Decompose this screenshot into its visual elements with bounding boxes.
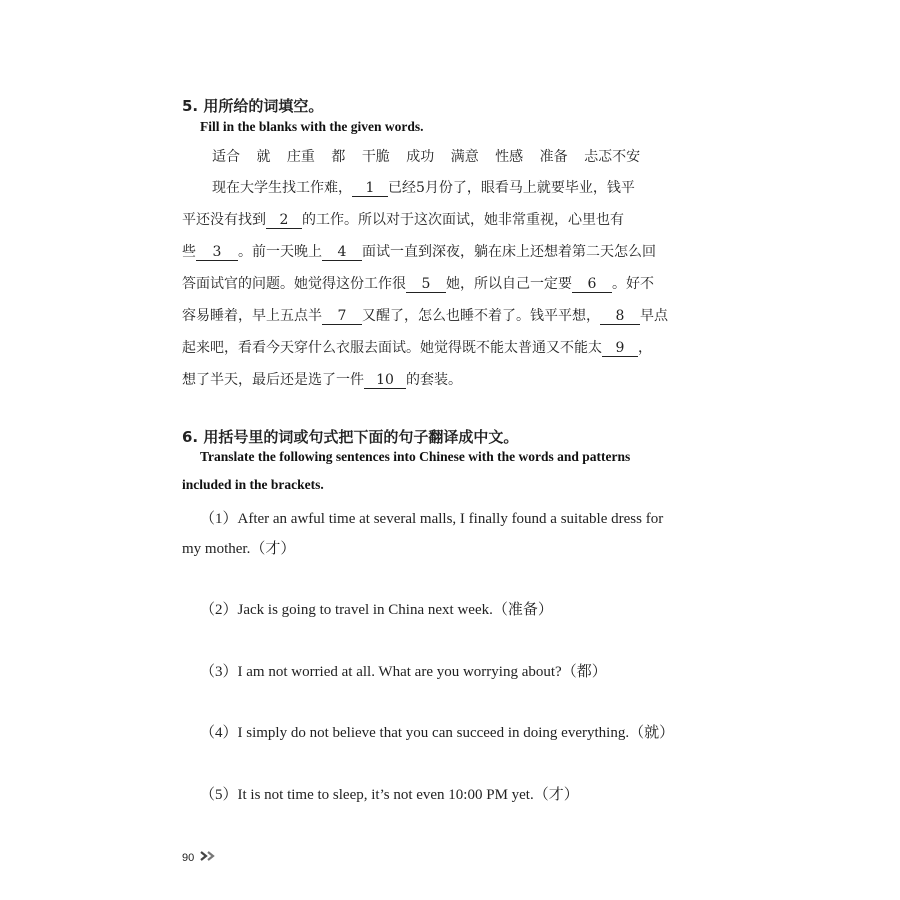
passage-line: 答面试官的问题。她觉得这份工作很 5 她，所以自己一定要 6 。好不 [182,276,654,292]
translation-item-1: （1）After an awful time at several malls, I finally found a suitable dress for [200,511,664,527]
double-chevron-right-icon [200,851,218,864]
passage-line: 容易睡着，早上五点半 7 又醒了，怎么也睡不着了。钱平平想， 8 早点 [182,308,668,324]
word-bank-item: 都 [331,149,346,165]
page-footer [182,851,218,864]
blank-6: 6 [572,276,612,293]
word-bank-item: 满意 [450,149,479,165]
word-bank-item: 忐忑不安 [584,149,641,165]
word-bank-item: 庄重 [286,149,315,165]
word-bank-item: 性感 [495,149,524,165]
passage-line: 想了半天，最后还是选了一件 10 的套装。 [182,372,462,388]
section-6-heading: 6. 用括号里的词或句式把下面的句子翻译成中文。 [182,428,519,446]
word-bank [212,146,652,166]
translation-item-1-cont: my mother.（才） [182,541,296,557]
word-bank-item: 就 [256,149,271,165]
section-6-instruction-line2: included in the brackets. [182,477,324,492]
blank-10: 10 [364,372,406,389]
section-5-instruction: Fill in the blanks with the given words. [200,119,424,134]
section-6-instruction-line1: Translate the following sentences into Chinese with the words and patterns [200,449,631,464]
passage-line: 些 3 。前一天晚上 4 面试一直到深夜，躺在床上还想着第二天怎么回 [182,244,656,260]
passage-line: 起来吧，看看今天穿什么衣服去面试。她觉得既不能太普通又不能太 9 ， [182,340,652,356]
blank-5: 5 [406,276,446,293]
translation-item-5: （5）It is not time to sleep, it’s not even 10:00 PM yet.（才） [200,787,579,803]
blank-4: 4 [322,244,362,261]
translation-item-4: （4）I simply do not believe that you can succeed in doing everything.（就） [200,725,675,741]
passage-line: 现在大学生找工作难， 1 已经5月份了，眼看马上就要毕业，钱平 [212,180,635,196]
word-bank-item: 准备 [539,149,568,165]
blank-2: 2 [266,212,302,229]
blank-9: 9 [602,340,638,357]
page-number: 90 [182,851,195,864]
blank-3: 3 [196,244,238,261]
blank-7: 7 [322,308,362,325]
translation-item-2: （2）Jack is going to travel in China next week.（准备） [200,602,553,618]
word-bank-item: 干脆 [361,149,390,165]
section-5-heading: 5. 用所给的词填空。 [182,97,324,115]
blank-1: 1 [352,180,388,197]
translation-item-3: （3）I am not worried at all. What are you worrying about?（都） [200,664,607,680]
passage-line: 平还没有找到 2 的工作。所以对于这次面试，她非常重视，心里也有 [182,212,624,228]
blank-8: 8 [600,308,640,325]
word-bank-item: 适合 [212,149,240,165]
word-bank-item: 成功 [406,149,435,165]
